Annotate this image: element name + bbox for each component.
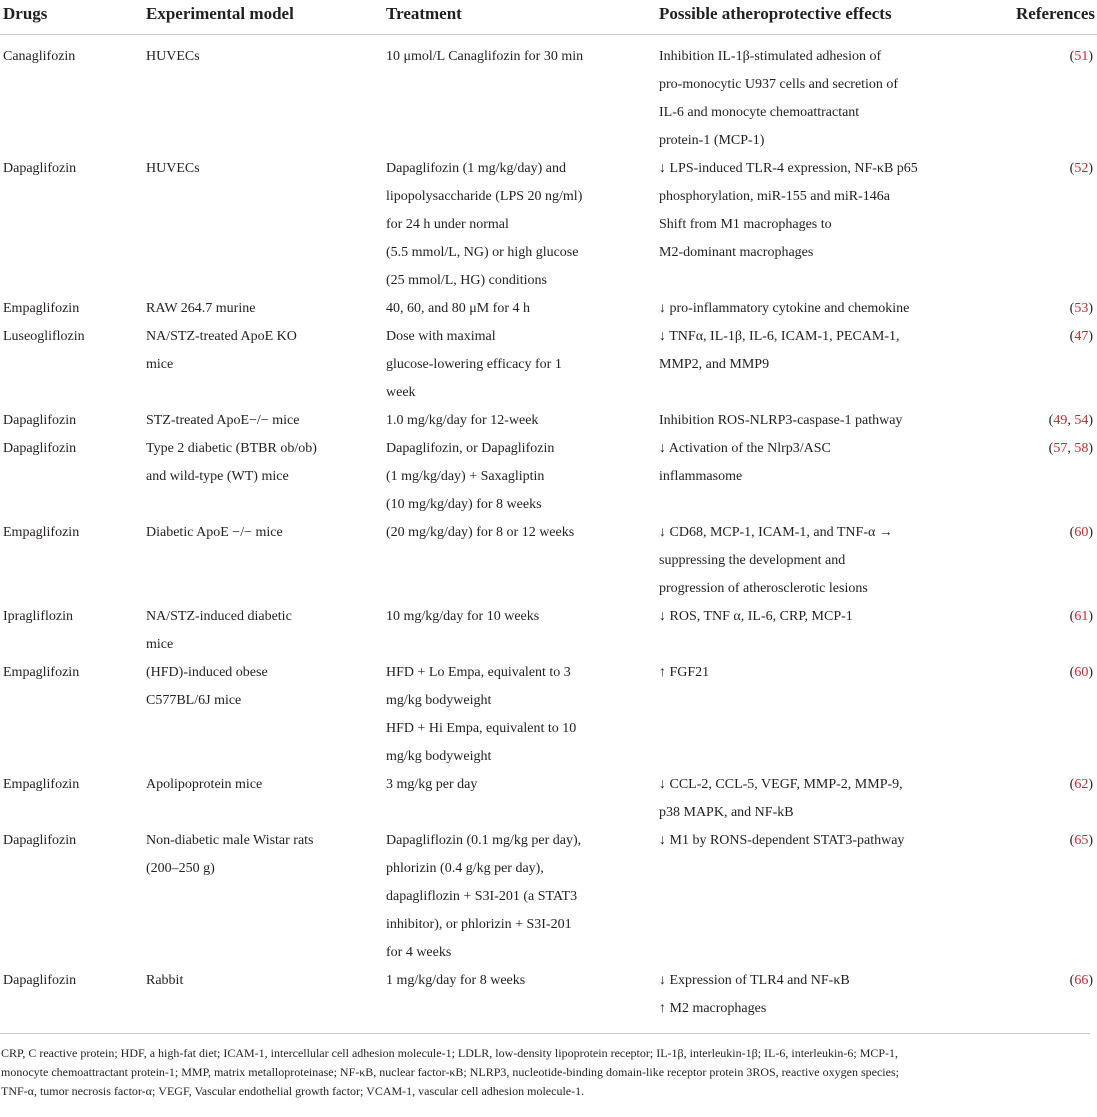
cell-effects-line: MMP2, and MMP9 — [659, 357, 770, 372]
cell-treatment — [386, 323, 659, 407]
cell-drug: Empaglifozin — [3, 525, 80, 540]
cell-treatment-line: 1.0 mg/kg/day for 12-week — [386, 413, 539, 428]
table-row — [0, 407, 1097, 435]
cell-drug: Empaglifozin — [3, 301, 80, 316]
cell-treatment — [386, 827, 659, 967]
cell-drug: Empaglifozin — [3, 777, 80, 792]
cell-effects-line: phosphorylation, miR-155 and miR-146a — [659, 189, 890, 204]
cell-model-line: (200–250 g) — [146, 861, 215, 876]
cell-model-line: NA/STZ-induced diabetic — [146, 609, 292, 624]
table-body — [0, 35, 1097, 1024]
cell-effects-line: ↓ CCL-2, CCL-5, VEGF, MMP-2, MMP-9, — [659, 777, 903, 792]
cell-treatment-line: Dapaglifozin, or Dapaglifozin — [386, 441, 555, 456]
cell-drug: Dapaglifozin — [3, 973, 77, 988]
cell-drug: Canaglifozin — [3, 49, 76, 64]
cell-treatment-line: (5.5 mmol/L, NG) or high glucose — [386, 245, 579, 260]
cell-drug: Ipragliflozin — [3, 609, 73, 624]
cell-treatment-line: for 4 weeks — [386, 945, 452, 960]
cell-model-line: HUVECs — [146, 49, 200, 64]
reference-link[interactable]: 49 — [1053, 413, 1068, 428]
cell-treatment-line: HFD + Hi Empa, equivalent to 10 — [386, 721, 577, 736]
cell-model-line: HUVECs — [146, 161, 200, 176]
cell-effects-line: ↑ FGF21 — [659, 665, 710, 680]
cell-effects-line: ↑ M2 macrophages — [659, 1001, 767, 1016]
cell-model-line: STZ-treated ApoE−/− mice — [146, 413, 300, 428]
cell-effects — [659, 771, 1016, 827]
cell-effects-line: IL-6 and monocyte chemoattractant — [659, 105, 860, 120]
cell-references: (51) — [1069, 49, 1093, 64]
cell-model-line: (HFD)-induced obese — [146, 665, 268, 680]
cell-model-line: mice — [146, 637, 174, 652]
cell-drug: Dapaglifozin — [3, 161, 77, 176]
cell-references: (52) — [1069, 161, 1093, 176]
cell-model-line: and wild-type (WT) mice — [146, 469, 289, 484]
cell-treatment — [386, 659, 659, 771]
cell-references: (62) — [1069, 777, 1093, 792]
cell-effects — [659, 827, 1016, 967]
cell-drug: Dapaglifozin — [3, 413, 77, 428]
cell-model-line: NA/STZ-treated ApoE KO — [146, 329, 297, 344]
cell-effects-line: suppressing the development and — [659, 553, 846, 568]
cell-drug: Dapaglifozin — [3, 833, 77, 848]
cell-treatment — [386, 295, 659, 323]
cell-treatment — [386, 155, 659, 295]
reference-link[interactable]: 53 — [1074, 301, 1089, 316]
header-experimental-model: Experimental model — [146, 0, 386, 35]
table-row — [0, 659, 1097, 771]
cell-model-line: Apolipoprotein mice — [146, 777, 263, 792]
cell-references: (65) — [1069, 833, 1093, 848]
reference-link[interactable]: 51 — [1074, 49, 1089, 64]
cell-treatment-line: 40, 60, and 80 μM for 4 h — [386, 301, 530, 316]
header-references: References — [1016, 0, 1097, 35]
table-row — [0, 35, 1097, 156]
cell-drug: Luseogliflozin — [3, 329, 85, 344]
cell-model — [146, 435, 386, 519]
table-footnote — [1, 1044, 1089, 1101]
header-treatment: Treatment — [386, 0, 659, 35]
cell-treatment-line: (25 mmol/L, HG) conditions — [386, 273, 547, 288]
cell-model — [146, 519, 386, 603]
cell-references: (60) — [1069, 665, 1093, 680]
table-header-row — [0, 0, 1097, 35]
cell-effects-line: protein-1 (MCP-1) — [659, 133, 765, 148]
cell-treatment-line: 1 mg/kg/day for 8 weeks — [386, 973, 526, 988]
cell-effects-line: Inhibition ROS-NLRP3-caspase-1 pathway — [659, 413, 903, 428]
cell-effects-line: inflammasome — [659, 469, 743, 484]
cell-model — [146, 155, 386, 295]
cell-effects — [659, 967, 1016, 1023]
cell-effects-line: ↓ M1 by RONS-dependent STAT3-pathway — [659, 833, 905, 848]
cell-treatment-line: mg/kg bodyweight — [386, 693, 492, 708]
cell-treatment-line: phlorizin (0.4 g/kg per day), — [386, 861, 544, 876]
cell-treatment-line: dapagliflozin + S3I-201 (a STAT3 — [386, 889, 578, 904]
cell-treatment-line: Dose with maximal — [386, 329, 496, 344]
cell-treatment-line: Dapagliflozin (0.1 mg/kg per day), — [386, 833, 582, 848]
cell-treatment-line: glucose-lowering efficacy for 1 — [386, 357, 562, 372]
cell-effects-line: ↓ pro-inflammatory cytokine and chemokine — [659, 301, 910, 316]
table-row — [0, 827, 1097, 967]
reference-link[interactable]: 47 — [1074, 329, 1089, 344]
cell-model — [146, 771, 386, 827]
cell-references: (47) — [1069, 329, 1093, 344]
cell-effects — [659, 323, 1016, 407]
reference-link[interactable]: 57 — [1053, 441, 1068, 456]
cell-model — [146, 407, 386, 435]
cell-model — [146, 827, 386, 967]
cell-treatment-line: 10 mg/kg/day for 10 weeks — [386, 609, 540, 624]
table-row — [0, 519, 1097, 603]
cell-effects — [659, 435, 1016, 519]
cell-effects — [659, 659, 1016, 771]
reference-link[interactable]: 60 — [1074, 665, 1089, 680]
cell-effects-line: M2-dominant macrophages — [659, 245, 814, 260]
reference-link[interactable]: 60 — [1074, 525, 1089, 540]
cell-references: (57, 58) — [1048, 441, 1093, 456]
reference-link[interactable]: 62 — [1074, 777, 1089, 792]
footnote-line: monocyte chemoattractant protein-1; MMP, matrix metalloproteinase; NF-κB, nuclear factor-κB; NLRP3, nucleotide-binding domain-like receptor protein 3ROS, reactive oxygen species; — [1, 1065, 899, 1079]
cell-model-line: Non-diabetic male Wistar rats — [146, 833, 314, 848]
table-row — [0, 155, 1097, 295]
table-row — [0, 967, 1097, 1023]
cell-effects-line: pro-monocytic U937 cells and secretion of — [659, 77, 899, 92]
cell-model — [146, 967, 386, 1023]
cell-effects-line: Shift from M1 macrophages to — [659, 217, 832, 232]
cell-model — [146, 323, 386, 407]
cell-effects-line: p38 MAPK, and NF-kB — [659, 805, 794, 820]
cell-treatment-line: mg/kg bodyweight — [386, 749, 492, 764]
cell-model-line: C577BL/6J mice — [146, 693, 242, 708]
cell-effects — [659, 155, 1016, 295]
cell-effects-line: progression of atherosclerotic lesions — [659, 581, 868, 596]
cell-treatment-line: (1 mg/kg/day) + Saxagliptin — [386, 469, 545, 484]
cell-treatment-line: week — [386, 385, 416, 400]
table-bottom-rule — [0, 1033, 1090, 1034]
cell-treatment-line: 10 μmol/L Canaglifozin for 30 min — [386, 49, 584, 64]
cell-treatment — [386, 519, 659, 603]
footnote-line: TNF-α, tumor necrosis factor-α; VEGF, Vascular endothelial growth factor; VCAM-1, vascular cell adhesion molecule-1. — [1, 1084, 585, 1098]
cell-treatment — [386, 435, 659, 519]
cell-model-line: RAW 264.7 murine — [146, 301, 256, 316]
cell-drug: Dapaglifozin — [3, 441, 77, 456]
cell-drug: Empaglifozin — [3, 665, 80, 680]
cell-model-line: mice — [146, 357, 174, 372]
cell-treatment — [386, 771, 659, 827]
cell-treatment-line: lipopolysaccharide (LPS 20 ng/ml) — [386, 189, 583, 204]
cell-treatment — [386, 407, 659, 435]
header-effects: Possible atheroprotective effects — [659, 0, 1016, 35]
cell-effects — [659, 407, 1016, 435]
cell-references: (49, 54) — [1048, 413, 1093, 428]
cell-effects-line: Inhibition IL-1β-stimulated adhesion of — [659, 49, 882, 64]
cell-treatment — [386, 603, 659, 659]
table-row — [0, 771, 1097, 827]
cell-treatment-line: for 24 h under normal — [386, 217, 509, 232]
reference-link[interactable]: 52 — [1074, 161, 1089, 176]
cell-treatment-line: (10 mg/kg/day) for 8 weeks — [386, 497, 542, 512]
reference-link[interactable]: 58 — [1074, 441, 1089, 456]
cell-references: (60) — [1069, 525, 1093, 540]
cell-model-line: Diabetic ApoE −/− mice — [146, 525, 283, 540]
table-row — [0, 435, 1097, 519]
table-row — [0, 603, 1097, 659]
cell-model — [146, 295, 386, 323]
cell-treatment-line: 3 mg/kg per day — [386, 777, 478, 792]
cell-effects-line: ↓ CD68, MCP-1, ICAM-1, and TNF-α → — [659, 525, 893, 540]
cell-references: (66) — [1069, 973, 1093, 988]
cell-model-line: Rabbit — [146, 973, 184, 988]
cell-effects-line: ↓ Activation of the Nlrp3/ASC — [659, 441, 831, 456]
cell-references: (61) — [1069, 609, 1093, 624]
cell-effects-line: ↓ Expression of TLR4 and NF-κB — [659, 973, 850, 988]
footnote-line: CRP, C reactive protein; HDF, a high-fat diet; ICAM-1, intercellular cell adhesion molecule-1; LDLR, low-density lipoprotein receptor; IL-1β, interleukin-1β; IL-6, interleukin-6; MCP-1, — [1, 1046, 899, 1060]
cell-references: (53) — [1069, 301, 1093, 316]
cell-treatment-line: Dapaglifozin (1 mg/kg/day) and — [386, 161, 567, 176]
cell-treatment-line: inhibitor), or phlorizin + S3I-201 — [386, 917, 572, 932]
cell-model — [146, 35, 386, 156]
reference-link[interactable]: 65 — [1074, 833, 1089, 848]
cell-effects-line: ↓ ROS, TNF α, IL-6, CRP, MCP-1 — [659, 609, 853, 624]
cell-effects — [659, 35, 1016, 156]
cell-treatment-line: (20 mg/kg/day) for 8 or 12 weeks — [386, 525, 575, 540]
header-drugs: Drugs — [0, 0, 146, 35]
cell-effects-line: ↓ LPS-induced TLR-4 expression, NF-κB p65 — [659, 161, 918, 176]
cell-effects — [659, 603, 1016, 659]
table-row — [0, 323, 1097, 407]
table-row — [0, 295, 1097, 323]
cell-effects — [659, 519, 1016, 603]
cell-model — [146, 659, 386, 771]
reference-link[interactable]: 54 — [1074, 413, 1089, 428]
cell-effects — [659, 295, 1016, 323]
cell-treatment — [386, 35, 659, 156]
cell-treatment — [386, 967, 659, 1023]
cell-model-line: Type 2 diabetic (BTBR ob/ob) — [146, 441, 317, 456]
reference-link[interactable]: 66 — [1074, 973, 1089, 988]
cell-model — [146, 603, 386, 659]
cell-effects-line: ↓ TNFα, IL-1β, IL-6, ICAM-1, PECAM-1, — [659, 329, 900, 344]
reference-link[interactable]: 61 — [1074, 609, 1089, 624]
cell-treatment-line: HFD + Lo Empa, equivalent to 3 — [386, 665, 571, 680]
